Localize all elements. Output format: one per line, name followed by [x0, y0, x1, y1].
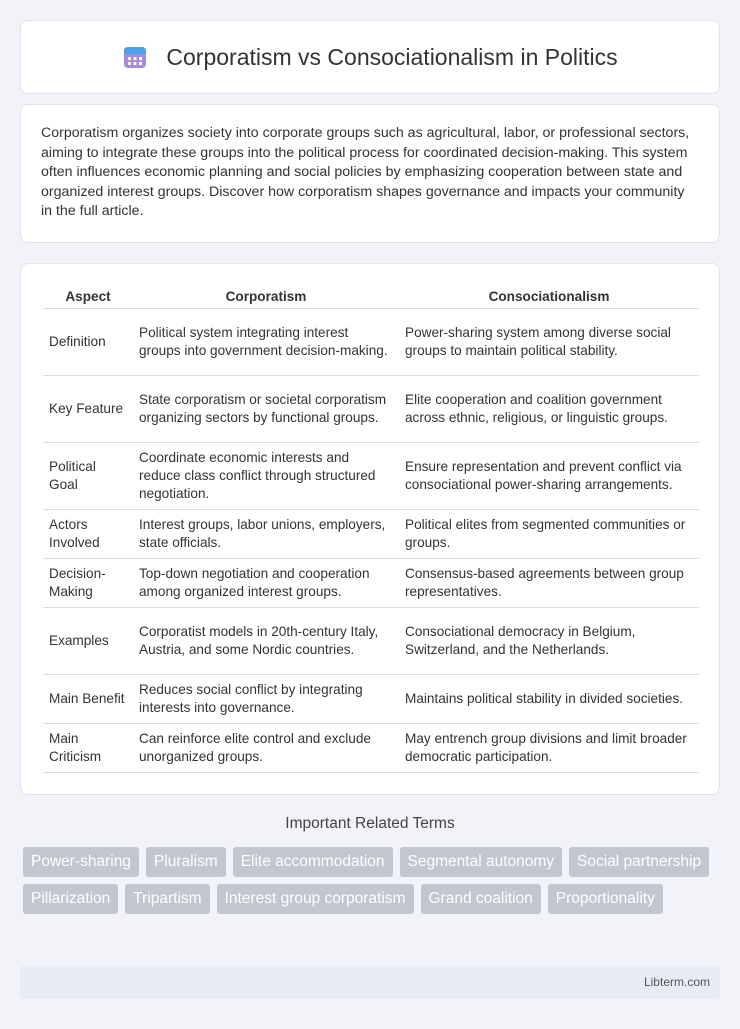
related-term-tag[interactable]: Power-sharing: [23, 847, 139, 877]
footer: [20, 966, 720, 999]
cell-corporatism: State corporatism or societal corporatism organizing sectors by functional groups.: [133, 376, 399, 443]
cell-aspect: Actors Involved: [43, 510, 133, 559]
cell-aspect: Examples: [43, 608, 133, 675]
related-term-tag[interactable]: Segmental autonomy: [400, 847, 562, 877]
cell-aspect: Key Feature: [43, 376, 133, 443]
related-terms-list: [23, 847, 723, 914]
cell-corporatism: Reduces social conflict by integrating interests into governance.: [133, 675, 399, 724]
related-term-tag[interactable]: Social partnership: [569, 847, 709, 877]
cell-consociationalism: Elite cooperation and coalition government across ethnic, religious, or linguistic groups.: [399, 376, 699, 443]
table-row: [43, 443, 699, 510]
cell-corporatism: Political system integrating interest groups into government decision-making.: [133, 309, 399, 376]
cell-corporatism: Can reinforce elite control and exclude unorganized groups.: [133, 724, 399, 773]
related-terms-title: Important Related Terms: [285, 815, 455, 832]
header-aspect: Aspect: [43, 284, 133, 309]
header-corporatism: Corporatism: [133, 284, 399, 309]
related-term-tag[interactable]: Pillarization: [23, 884, 118, 914]
cell-aspect: Main Criticism: [43, 724, 133, 773]
intro-card: [20, 104, 720, 243]
table-row: [43, 675, 699, 724]
cell-corporatism: Top-down negotiation and cooperation among organized interest groups.: [133, 559, 399, 608]
cell-corporatism: Coordinate economic interests and reduce class conflict through structured negotiation.: [133, 443, 399, 510]
cell-aspect: Main Benefit: [43, 675, 133, 724]
related-term-tag[interactable]: Grand coalition: [421, 884, 541, 914]
table-row: [43, 724, 699, 773]
related-term-tag[interactable]: Tripartism: [125, 884, 209, 914]
comparison-table-card: [20, 263, 720, 795]
cell-consociationalism: Political elites from segmented communities or groups.: [399, 510, 699, 559]
comparison-table: [43, 284, 699, 773]
table-row: [43, 608, 699, 675]
calendar-grid-icon: [122, 44, 148, 70]
related-term-tag[interactable]: Proportionality: [548, 884, 663, 914]
related-term-tag[interactable]: Interest group corporatism: [217, 884, 414, 914]
cell-consociationalism: May entrench group divisions and limit broader democratic participation.: [399, 724, 699, 773]
table-header-row: [43, 284, 699, 309]
table-row: [43, 309, 699, 376]
intro-text: Corporatism organizes society into corporate groups such as agricultural, labor, or professional sectors, aiming to integrate these groups into the political process for coordinated decision-making. This system often influences economic planning and social policies by emphasizing cooperation between state and organized interest groups. Discover how corporatism shapes governance and impacts your community in the full article.: [41, 125, 690, 220]
table-row: [43, 376, 699, 443]
header-card: [20, 20, 720, 94]
cell-consociationalism: Power-sharing system among diverse social groups to maintain political stability.: [399, 309, 699, 376]
cell-consociationalism: Maintains political stability in divided societies.: [399, 675, 699, 724]
page-title: Corporatism vs Consociationalism in Politics: [166, 43, 618, 70]
cell-aspect: Definition: [43, 309, 133, 376]
cell-consociationalism: Consociational democracy in Belgium, Switzerland, and the Netherlands.: [399, 608, 699, 675]
related-term-tag[interactable]: Elite accommodation: [233, 847, 393, 877]
table-row: [43, 559, 699, 608]
cell-consociationalism: Ensure representation and prevent conflict via consociational power-sharing arrangements.: [399, 443, 699, 510]
table-row: [43, 510, 699, 559]
header-consociationalism: Consociationalism: [399, 284, 699, 309]
cell-aspect: Political Goal: [43, 443, 133, 510]
cell-corporatism: Interest groups, labor unions, employers, state officials.: [133, 510, 399, 559]
cell-aspect: Decision-Making: [43, 559, 133, 608]
cell-corporatism: Corporatist models in 20th-century Italy, Austria, and some Nordic countries.: [133, 608, 399, 675]
cell-consociationalism: Consensus-based agreements between group representatives.: [399, 559, 699, 608]
footer-site-link[interactable]: Libterm.com: [643, 975, 710, 989]
related-term-tag[interactable]: Pluralism: [146, 847, 226, 877]
